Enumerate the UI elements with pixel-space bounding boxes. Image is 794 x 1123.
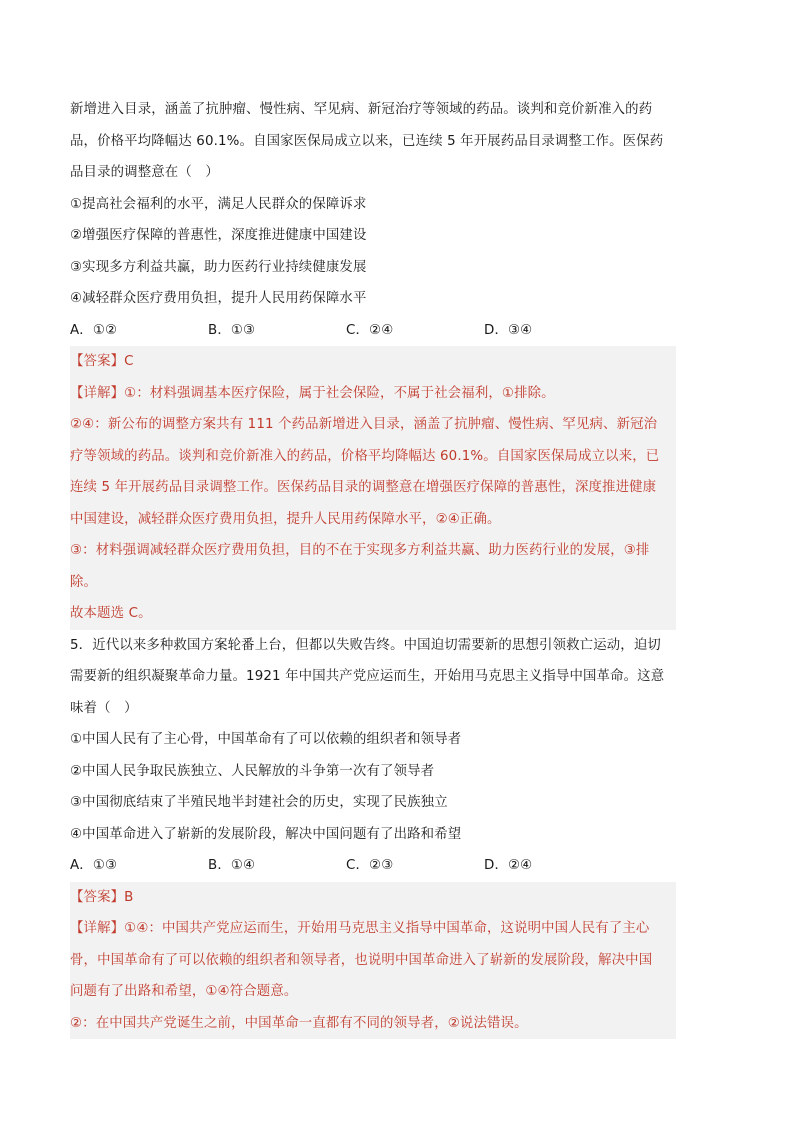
choice-a: A．①③ — [70, 858, 118, 873]
explanation-line: 骨，中国革命有了可以依赖的组织者和领导者，也说明中国革命进入了崭新的发展阶段，解决中国 — [70, 952, 653, 968]
option-line: ③实现多方利益共赢，助力医药行业持续健康发展 — [70, 259, 367, 275]
question-stem-line: 品目录的调整意在（ ） — [70, 165, 219, 180]
explanation-line: 【详解】①④：中国共产党应运而生，开始用马克思主义指导中国革命，这说明中国人民有了主心 — [70, 921, 650, 936]
explanation-line: 【详解】①：材料强调基本医疗保险，属于社会保险，不属于社会福利，①排除。 — [70, 385, 555, 401]
document-page — [70, 94, 676, 1039]
choice-c: C．②③ — [346, 858, 394, 873]
option-line: ①中国人民有了主心骨，中国革命有了可以依赖的组织者和领导者 — [70, 732, 462, 747]
answer-line: 【答案】C — [70, 354, 134, 369]
explanation-line: 中国建设，减轻群众医疗费用负担，提升人民用药保障水平，②④正确。 — [70, 511, 501, 527]
question-stem-line: 新增进入目录，涵盖了抗肿瘤、慢性病、罕见病、新冠治疗等领域的药品。谈判和竞价新准入的药 — [70, 102, 653, 117]
option-line: ③中国彻底结束了半殖民地半封建社会的历史，实现了民族独立 — [70, 795, 448, 810]
question-5 — [70, 630, 676, 1040]
answer-block — [70, 882, 676, 1040]
explanation-line: ②④：新公布的调整方案共有 111 个药品新增进入目录，涵盖了抗肿瘤、慢性病、罕见病、新冠治 — [70, 417, 658, 432]
choice-a: A．①② — [70, 322, 118, 338]
explanation-line: 除。 — [70, 574, 98, 590]
option-line: ②增强医疗保障的普惠性，深度推进健康中国建设 — [70, 228, 367, 243]
choice-b: B．①③ — [208, 322, 256, 338]
answer-choices — [70, 315, 676, 347]
option-line: ②中国人民争取民族独立、人民解放的斗争第一次有了领导者 — [70, 763, 435, 779]
question-stem-line: 需要新的组织凝聚革命力量。1921 年中国共产党应运而生，开始用马克思主义指导中国革命。这意 — [70, 669, 665, 684]
choice-b: B．①④ — [208, 858, 256, 873]
explanation-line: ②：在中国共产党诞生之前，中国革命一直都有不同的领导者，②说法错误。 — [70, 1015, 528, 1031]
answer-block — [70, 346, 676, 630]
option-line: ①提高社会福利的水平，满足人民群众的保障诉求 — [70, 196, 367, 212]
question-stem-line: 味着（ ） — [70, 700, 138, 716]
choice-c: C．②④ — [346, 322, 394, 338]
question-4 — [70, 94, 676, 630]
choice-d: D．③④ — [484, 322, 533, 338]
question-stem-line: 品，价格平均降幅达 60.1%。自国家医保局成立以来，已连续 5 年开展药品目录调整工作。医保药 — [70, 133, 664, 149]
answer-line: 【答案】B — [70, 889, 134, 905]
option-line: ④中国革命进入了崭新的发展阶段，解决中国问题有了出路和希望 — [70, 826, 462, 842]
answer-choices — [70, 850, 676, 882]
explanation-line: 问题有了出路和希望，①④符合题意。 — [70, 984, 298, 999]
conclusion-line: 故本题选 C。 — [70, 606, 152, 621]
choice-d: D．②④ — [484, 858, 533, 873]
option-line: ④减轻群众医疗费用负担，提升人民用药保障水平 — [70, 291, 367, 306]
explanation-line: ③：材料强调减轻群众医疗费用负担，目的不在于实现多方利益共赢、助力医药行业的发展，③排 — [70, 543, 650, 558]
question-stem-line: 5．近代以来多种救国方案轮番上台，但都以失败告终。中国迫切需要新的思想引领救亡运动，迫切 — [70, 637, 661, 653]
explanation-line: 疗等领域的药品。谈判和竞价新准入的药品，价格平均降幅达 60.1%。自国家医保局成立以来，已 — [70, 448, 660, 464]
explanation-line: 连续 5 年开展药品目录调整工作。医保药品目录的调整意在增强医疗保障的普惠性，深度推进健康 — [70, 480, 657, 495]
